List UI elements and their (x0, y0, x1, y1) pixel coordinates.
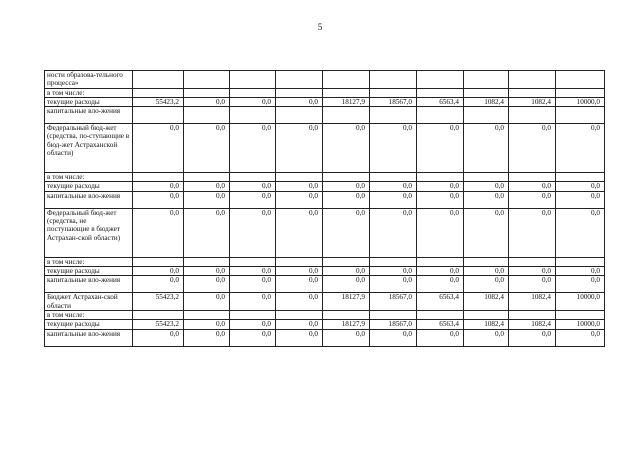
cell-value: 0,0 (170, 208, 179, 217)
value-cell (464, 124, 509, 173)
value-cell (184, 107, 230, 124)
table-row (45, 329, 605, 346)
value-cell (464, 191, 509, 208)
value-cell (133, 257, 184, 266)
row-label: в том числе: (45, 257, 133, 266)
cell-value: 0,0 (495, 191, 504, 200)
cell-value: 1082,4 (484, 320, 504, 329)
value-cell (276, 97, 323, 106)
value-cell (184, 173, 230, 182)
value-cell (370, 329, 417, 346)
value-cell (417, 182, 464, 191)
cell-value: 0,0 (591, 329, 600, 338)
cell-value: 0,0 (356, 267, 365, 276)
cell-value: 1082,4 (531, 293, 551, 302)
value-cell (556, 97, 605, 106)
cell-value: 55423,2 (155, 97, 179, 106)
value-cell (417, 71, 464, 89)
page-number: 5 (317, 22, 323, 32)
cell-value: 1082,4 (484, 293, 504, 302)
value-cell (556, 329, 605, 346)
value-cell (556, 107, 605, 124)
value-cell (464, 97, 509, 106)
value-cell (276, 320, 323, 329)
cell-value: 0,0 (403, 191, 412, 200)
table-row (45, 267, 605, 276)
value-cell (184, 257, 230, 266)
value-cell (184, 310, 230, 319)
value-cell (276, 293, 323, 311)
value-cell (370, 191, 417, 208)
cell-value: 0,0 (309, 124, 318, 133)
cell-value: 0,0 (170, 182, 179, 191)
value-cell (556, 267, 605, 276)
table-row (45, 191, 605, 208)
value-cell (464, 320, 509, 329)
value-cell (464, 310, 509, 319)
table-row (45, 293, 605, 311)
cell-value: 0,0 (403, 208, 412, 217)
cell-value: 0,0 (262, 124, 271, 133)
value-cell (133, 191, 184, 208)
value-cell (509, 182, 556, 191)
cell-value: 0,0 (216, 329, 225, 338)
value-cell (509, 107, 556, 124)
table-row (45, 257, 605, 266)
value-cell (417, 97, 464, 106)
row-label: Федеральный бюд-жет (средства, не поступающие в бюджет Астрахан-ской области) (45, 208, 133, 257)
cell-value: 0,0 (403, 182, 412, 191)
value-cell (230, 124, 276, 173)
value-cell (323, 320, 370, 329)
value-cell (417, 293, 464, 311)
cell-value: 0,0 (216, 320, 225, 329)
cell-value: 0,0 (356, 124, 365, 133)
value-cell (417, 310, 464, 319)
value-cell (556, 257, 605, 266)
value-cell (464, 107, 509, 124)
value-cell (556, 182, 605, 191)
value-cell (184, 182, 230, 191)
cell-value: 0,0 (542, 276, 551, 285)
value-cell (370, 107, 417, 124)
cell-value: 0,0 (356, 329, 365, 338)
cell-value: 0,0 (262, 276, 271, 285)
cell-value: 0,0 (309, 97, 318, 106)
cell-value: 0,0 (450, 208, 459, 217)
cell-value: 0,0 (542, 191, 551, 200)
cell-value: 55423,2 (155, 293, 179, 302)
cell-value: 6563,4 (439, 97, 459, 106)
value-cell (556, 88, 605, 97)
table-row (45, 208, 605, 257)
value-cell (184, 293, 230, 311)
cell-value: 0,0 (216, 97, 225, 106)
cell-value: 1082,4 (531, 320, 551, 329)
value-cell (556, 71, 605, 89)
value-cell (230, 276, 276, 293)
value-cell (509, 88, 556, 97)
value-cell (230, 107, 276, 124)
value-cell (370, 257, 417, 266)
value-cell (184, 320, 230, 329)
cell-value: 18567,0 (388, 293, 412, 302)
value-cell (133, 329, 184, 346)
row-label: в том числе: (45, 310, 133, 319)
cell-value: 55423,2 (155, 320, 179, 329)
value-cell (133, 182, 184, 191)
budget-table (44, 70, 605, 347)
value-cell (184, 191, 230, 208)
table-row (45, 320, 605, 329)
cell-value: 0,0 (542, 124, 551, 133)
value-cell (370, 267, 417, 276)
value-cell (276, 182, 323, 191)
value-cell (230, 191, 276, 208)
value-cell (230, 310, 276, 319)
cell-value: 0,0 (450, 124, 459, 133)
value-cell (276, 191, 323, 208)
value-cell (417, 329, 464, 346)
cell-value: 0,0 (216, 267, 225, 276)
cell-value: 10000,0 (576, 97, 600, 106)
row-label: капитальные вло-жения (45, 329, 133, 346)
cell-value: 0,0 (495, 124, 504, 133)
value-cell (133, 97, 184, 106)
value-cell (184, 329, 230, 346)
value-cell (509, 293, 556, 311)
value-cell (464, 293, 509, 311)
value-cell (323, 208, 370, 257)
value-cell (230, 320, 276, 329)
cell-value: 6563,4 (439, 320, 459, 329)
cell-value: 0,0 (262, 191, 271, 200)
row-label: капитальные вло-жения (45, 191, 133, 208)
value-cell (133, 276, 184, 293)
value-cell (464, 276, 509, 293)
table-row (45, 173, 605, 182)
row-label: текущие расходы (45, 320, 133, 329)
row-label: капитальные вло-жения (45, 107, 133, 124)
value-cell (370, 320, 417, 329)
cell-value: 0,0 (216, 208, 225, 217)
value-cell (184, 267, 230, 276)
value-cell (417, 267, 464, 276)
cell-value: 0,0 (495, 208, 504, 217)
table-row (45, 310, 605, 319)
table-row (45, 107, 605, 124)
value-cell (230, 329, 276, 346)
value-cell (464, 257, 509, 266)
cell-value: 0,0 (216, 293, 225, 302)
value-cell (184, 124, 230, 173)
row-label: текущие расходы (45, 267, 133, 276)
cell-value: 0,0 (591, 208, 600, 217)
value-cell (230, 257, 276, 266)
cell-value: 18567,0 (388, 97, 412, 106)
value-cell (276, 208, 323, 257)
value-cell (276, 310, 323, 319)
cell-value: 0,0 (495, 182, 504, 191)
value-cell (276, 124, 323, 173)
value-cell (417, 107, 464, 124)
value-cell (133, 124, 184, 173)
cell-value: 18567,0 (388, 320, 412, 329)
value-cell (509, 329, 556, 346)
value-cell (370, 293, 417, 311)
cell-value: 0,0 (309, 329, 318, 338)
row-label: ности образова-тельного процесса» (45, 71, 133, 89)
value-cell (417, 276, 464, 293)
value-cell (133, 107, 184, 124)
value-cell (133, 208, 184, 257)
value-cell (417, 124, 464, 173)
cell-value: 0,0 (403, 276, 412, 285)
cell-value: 0,0 (309, 191, 318, 200)
cell-value: 10000,0 (576, 293, 600, 302)
value-cell (276, 276, 323, 293)
value-cell (509, 71, 556, 89)
cell-value: 0,0 (591, 267, 600, 276)
table-row (45, 88, 605, 97)
value-cell (230, 182, 276, 191)
value-cell (556, 208, 605, 257)
value-cell (509, 257, 556, 266)
value-cell (323, 329, 370, 346)
cell-value: 0,0 (262, 208, 271, 217)
cell-value: 0,0 (356, 191, 365, 200)
value-cell (323, 173, 370, 182)
cell-value: 0,0 (309, 182, 318, 191)
value-cell (184, 71, 230, 89)
cell-value: 0,0 (356, 208, 365, 217)
cell-value: 0,0 (309, 320, 318, 329)
value-cell (556, 310, 605, 319)
value-cell (464, 267, 509, 276)
cell-value: 6563,4 (439, 293, 459, 302)
value-cell (276, 329, 323, 346)
value-cell (276, 257, 323, 266)
cell-value: 0,0 (170, 124, 179, 133)
cell-value: 0,0 (542, 329, 551, 338)
value-cell (230, 267, 276, 276)
value-cell (230, 97, 276, 106)
value-cell (556, 124, 605, 173)
cell-value: 0,0 (450, 276, 459, 285)
value-cell (556, 276, 605, 293)
table-row (45, 124, 605, 173)
value-cell (417, 88, 464, 97)
cell-value: 0,0 (216, 276, 225, 285)
cell-value: 18127,9 (341, 97, 365, 106)
cell-value: 0,0 (542, 267, 551, 276)
cell-value: 0,0 (262, 329, 271, 338)
cell-value: 0,0 (495, 329, 504, 338)
cell-value: 0,0 (170, 191, 179, 200)
cell-value: 0,0 (495, 276, 504, 285)
row-label: Федеральный бюд-жет (средства, по-ступающие в бюд-жет Астраханской области) (45, 124, 133, 173)
cell-value: 0,0 (542, 208, 551, 217)
cell-value: 0,0 (309, 276, 318, 285)
cell-value: 0,0 (591, 182, 600, 191)
value-cell (464, 71, 509, 89)
value-cell (509, 310, 556, 319)
cell-value: 0,0 (356, 276, 365, 285)
table-row (45, 97, 605, 106)
cell-value: 0,0 (216, 182, 225, 191)
value-cell (370, 310, 417, 319)
value-cell (417, 257, 464, 266)
value-cell (323, 191, 370, 208)
value-cell (323, 71, 370, 89)
cell-value: 10000,0 (576, 320, 600, 329)
value-cell (133, 320, 184, 329)
value-cell (464, 182, 509, 191)
value-cell (417, 173, 464, 182)
value-cell (184, 88, 230, 97)
cell-value: 0,0 (403, 267, 412, 276)
table-row (45, 182, 605, 191)
cell-value: 0,0 (403, 124, 412, 133)
cell-value: 0,0 (309, 293, 318, 302)
cell-value: 0,0 (170, 276, 179, 285)
value-cell (323, 88, 370, 97)
cell-value: 0,0 (216, 191, 225, 200)
table-row (45, 276, 605, 293)
cell-value: 0,0 (262, 320, 271, 329)
value-cell (370, 124, 417, 173)
value-cell (323, 293, 370, 311)
value-cell (509, 320, 556, 329)
cell-value: 0,0 (262, 267, 271, 276)
row-label: текущие расходы (45, 182, 133, 191)
value-cell (464, 173, 509, 182)
cell-value: 0,0 (495, 267, 504, 276)
value-cell (323, 257, 370, 266)
value-cell (230, 173, 276, 182)
cell-value: 0,0 (216, 124, 225, 133)
table-row (45, 71, 605, 89)
cell-value: 1082,4 (484, 97, 504, 106)
cell-value: 0,0 (591, 276, 600, 285)
cell-value: 0,0 (262, 182, 271, 191)
value-cell (509, 276, 556, 293)
value-cell (509, 124, 556, 173)
value-cell (184, 208, 230, 257)
value-cell (370, 97, 417, 106)
value-cell (184, 276, 230, 293)
value-cell (509, 267, 556, 276)
cell-value: 0,0 (262, 293, 271, 302)
cell-value: 0,0 (591, 124, 600, 133)
value-cell (323, 107, 370, 124)
cell-value: 0,0 (450, 267, 459, 276)
cell-value: 0,0 (170, 267, 179, 276)
row-label: текущие расходы (45, 97, 133, 106)
cell-value: 0,0 (170, 329, 179, 338)
value-cell (276, 107, 323, 124)
cell-value: 0,0 (542, 182, 551, 191)
value-cell (323, 267, 370, 276)
value-cell (370, 276, 417, 293)
row-label: в том числе: (45, 173, 133, 182)
value-cell (133, 310, 184, 319)
value-cell (556, 173, 605, 182)
value-cell (184, 97, 230, 106)
cell-value: 0,0 (450, 182, 459, 191)
value-cell (509, 208, 556, 257)
value-cell (323, 97, 370, 106)
value-cell (230, 293, 276, 311)
cell-value: 0,0 (450, 329, 459, 338)
value-cell (556, 293, 605, 311)
cell-value: 0,0 (356, 182, 365, 191)
value-cell (323, 276, 370, 293)
value-cell (276, 267, 323, 276)
cell-value: 0,0 (591, 191, 600, 200)
cell-value: 0,0 (450, 191, 459, 200)
value-cell (276, 71, 323, 89)
value-cell (230, 208, 276, 257)
value-cell (509, 191, 556, 208)
value-cell (370, 182, 417, 191)
value-cell (464, 208, 509, 257)
cell-value: 18127,9 (341, 293, 365, 302)
cell-value: 0,0 (403, 329, 412, 338)
value-cell (464, 329, 509, 346)
cell-value: 0,0 (309, 267, 318, 276)
cell-value: 1082,4 (531, 97, 551, 106)
cell-value: 18127,9 (341, 320, 365, 329)
value-cell (323, 310, 370, 319)
value-cell (133, 267, 184, 276)
value-cell (323, 124, 370, 173)
value-cell (509, 173, 556, 182)
value-cell (276, 88, 323, 97)
value-cell (323, 182, 370, 191)
value-cell (509, 97, 556, 106)
row-label: капитальные вло-жения (45, 276, 133, 293)
value-cell (133, 88, 184, 97)
value-cell (370, 208, 417, 257)
value-cell (417, 320, 464, 329)
row-label: в том числе: (45, 88, 133, 97)
value-cell (276, 173, 323, 182)
value-cell (370, 173, 417, 182)
value-cell (133, 293, 184, 311)
value-cell (370, 88, 417, 97)
cell-value: 0,0 (309, 208, 318, 217)
row-label: Бюджет Астрахан-ской области (45, 293, 133, 311)
value-cell (230, 71, 276, 89)
value-cell (133, 71, 184, 89)
value-cell (464, 88, 509, 97)
value-cell (370, 71, 417, 89)
value-cell (556, 191, 605, 208)
value-cell (417, 191, 464, 208)
cell-value: 0,0 (262, 97, 271, 106)
value-cell (556, 320, 605, 329)
value-cell (230, 88, 276, 97)
value-cell (417, 208, 464, 257)
value-cell (133, 173, 184, 182)
